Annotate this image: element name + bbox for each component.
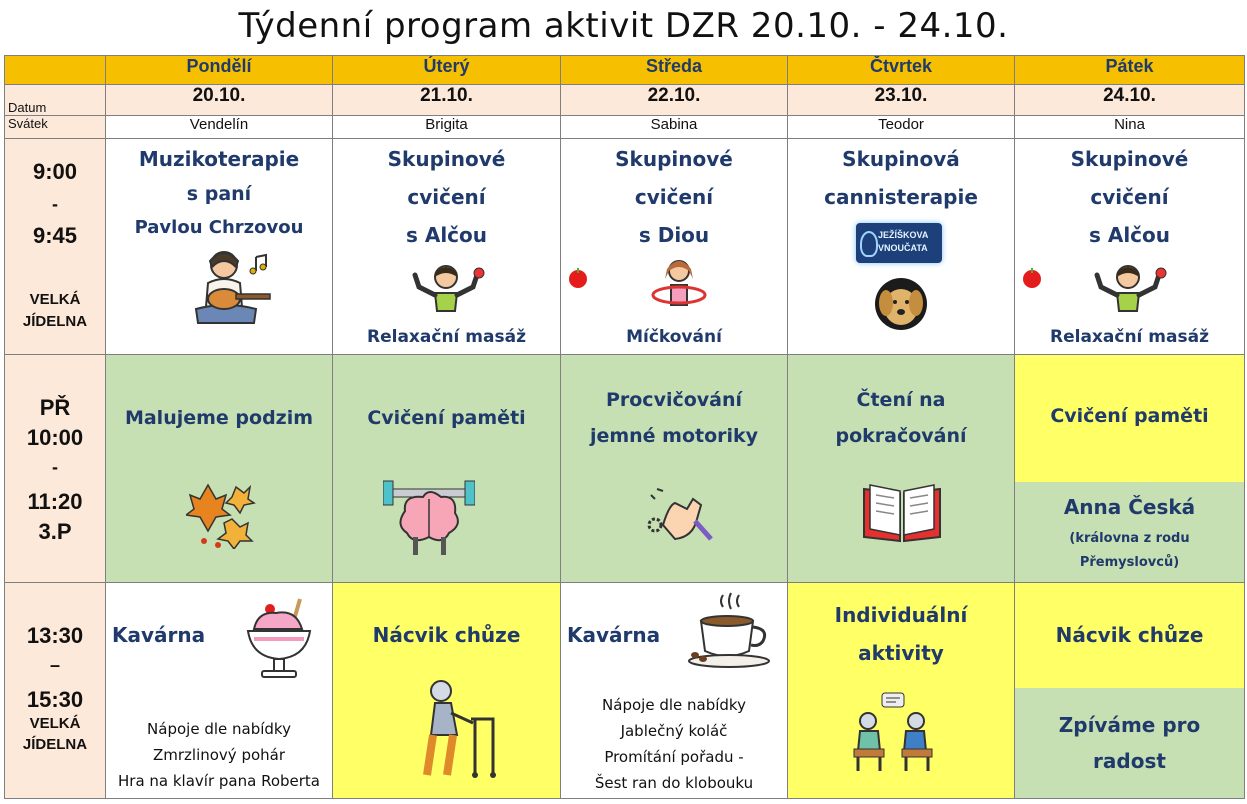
time-cell-morning	[5, 139, 106, 355]
cell-fri-morning	[1015, 139, 1245, 355]
activity-subtitle: Míčkování	[626, 327, 722, 347]
feast-thursday: Teodor	[788, 116, 1015, 139]
cell-tue-morning	[333, 139, 561, 355]
guest-note-line: Přemyslovců)	[1079, 555, 1180, 570]
activity-line: cvičení	[1090, 185, 1169, 209]
apple-icon	[567, 267, 589, 289]
activity-title: Nácvik chůze	[1055, 623, 1204, 647]
cell-wed-morning	[561, 139, 788, 355]
date-row	[5, 85, 1245, 116]
date-friday: 24.10.	[1015, 85, 1245, 116]
cell-thu-midmorning	[788, 355, 1015, 583]
activity-title: Cvičení paměti	[367, 407, 526, 429]
activity-line: s paní	[186, 183, 252, 205]
cell-wed-afternoon	[561, 583, 788, 799]
activity-line: s Alčou	[405, 223, 488, 247]
elderly-walker-icon	[417, 679, 497, 779]
activity-title: Cvičení paměti	[1050, 405, 1209, 427]
room-label: 3.P	[38, 519, 72, 544]
time-cell-midmorning	[5, 355, 106, 583]
page-title: Týdenní program aktivit DZR 20.10. - 24.10.	[238, 6, 1009, 46]
activity-title: Kavárna	[567, 623, 661, 647]
activity-subtitle: Relaxační masáž	[1050, 327, 1209, 347]
activity-line: Zpíváme pro	[1058, 713, 1201, 737]
activity-line: cvičení	[407, 185, 486, 209]
day-friday: Pátek	[1015, 56, 1245, 85]
activity-line: Individuální	[834, 603, 968, 627]
angel-icon	[860, 231, 878, 257]
activity-line: Skupinové	[1070, 147, 1189, 171]
cell-thu-afternoon	[788, 583, 1015, 799]
cell-thu-morning	[788, 139, 1015, 355]
fri-memory-block	[1015, 355, 1244, 482]
feast-label: Svátek	[5, 116, 106, 139]
activity-line: pokračování	[835, 425, 967, 447]
hand-pencil-icon	[645, 485, 717, 545]
fitness-woman-icon	[405, 263, 487, 313]
menu-item: Promítání pořadu -	[604, 748, 744, 766]
time-to: 9:45	[32, 223, 78, 248]
activity-line: jemné motoriky	[589, 425, 759, 447]
cell-wed-midmorning	[561, 355, 788, 583]
feast-wednesday: Sabina	[561, 116, 788, 139]
activity-line: Procvičování	[605, 389, 743, 411]
place-label: JÍDELNA	[22, 736, 88, 753]
date-monday: 20.10.	[106, 85, 333, 116]
date-label: Datum	[5, 85, 106, 116]
golden-retriever-icon	[874, 277, 928, 331]
place-label: VELKÁ	[29, 715, 81, 732]
activity-line: cannisterapie	[824, 185, 978, 209]
activity-line: Čtení na	[856, 389, 946, 411]
coffee-cup-icon	[687, 591, 773, 669]
logo-text: JEŽÍŠKOVA VNOUČATA	[878, 230, 929, 253]
midmorning-slot-row	[5, 355, 1245, 583]
time-from: 9:00	[32, 159, 78, 184]
menu-item: Nápoje dle nabídky	[602, 696, 746, 714]
ice-cream-sundae-icon	[246, 597, 312, 683]
guest-note-line: (královna z rodu	[1069, 531, 1190, 546]
days-header-row	[5, 56, 1245, 85]
cell-tue-midmorning	[333, 355, 561, 583]
activity-title: Malujeme podzim	[124, 407, 314, 429]
date-tuesday: 21.10.	[333, 85, 561, 116]
fri-walking-block	[1015, 583, 1244, 688]
time-from: 10:00	[26, 425, 84, 450]
activity-line: Pavlou Chrzovou	[134, 217, 304, 238]
menu-item: Jablečný koláč	[620, 722, 728, 740]
activity-subtitle: Relaxační masáž	[367, 327, 526, 347]
activity-line: s Diou	[638, 223, 710, 247]
guest-name: Anna Česká	[1063, 495, 1196, 519]
activity-line: Skupinové	[615, 147, 733, 171]
activity-line: cvičení	[634, 185, 714, 209]
day-thursday: Čtvrtek	[788, 56, 1015, 85]
feast-tuesday: Brigita	[333, 116, 561, 139]
date-wednesday: 22.10.	[561, 85, 788, 116]
time-dash: -	[52, 194, 58, 214]
morning-slot-row	[5, 139, 1245, 355]
hula-hoop-icon	[649, 257, 709, 313]
day-tuesday: Úterý	[333, 56, 561, 85]
guitar-player-icon	[186, 247, 276, 329]
activity-line: Skupinová	[842, 147, 960, 171]
menu-item: Zmrzlinový pohár	[152, 746, 286, 764]
autumn-leaves-icon	[186, 477, 256, 549]
cell-tue-afternoon	[333, 583, 561, 799]
room-pr: PŘ	[39, 395, 71, 420]
brain-dumbbell-icon	[383, 477, 475, 557]
activity-line: s Alčou	[1088, 223, 1171, 247]
afternoon-slot-row	[5, 583, 1245, 799]
cell-fri-midmorning	[1015, 355, 1245, 583]
activity-title: Kavárna	[112, 623, 206, 647]
menu-item: Šest ran do klobouku	[594, 774, 754, 792]
activity-line: aktivity	[858, 641, 944, 665]
open-book-icon	[862, 479, 942, 545]
time-to: 11:20	[27, 489, 83, 514]
day-monday: Pondělí	[106, 56, 333, 85]
corner-cell	[5, 56, 106, 85]
menu-item: Hra na klavír pana Roberta	[118, 772, 320, 790]
feast-monday: Vendelín	[106, 116, 333, 139]
fitness-woman-icon	[1087, 263, 1169, 313]
cell-fri-afternoon	[1015, 583, 1245, 799]
cell-mon-midmorning	[106, 355, 333, 583]
talking-seniors-icon	[852, 691, 934, 773]
weekly-schedule-table	[4, 55, 1245, 799]
time-from: 13:30	[26, 623, 84, 648]
date-thursday: 23.10.	[788, 85, 1015, 116]
time-to: 15:30	[26, 687, 84, 712]
cell-mon-morning	[106, 139, 333, 355]
activity-line: radost	[1093, 749, 1166, 773]
jeziskova-vnoucata-logo	[856, 223, 942, 263]
feast-row	[5, 116, 1245, 139]
time-dash: -	[52, 457, 58, 477]
feast-friday: Nina	[1015, 116, 1245, 139]
time-cell-afternoon	[5, 583, 106, 799]
cell-mon-afternoon	[106, 583, 333, 799]
apple-icon	[1021, 267, 1043, 289]
time-dash: –	[49, 655, 60, 675]
activity-title: Nácvik chůze	[372, 623, 521, 647]
place-label: VELKÁ JÍDELNA	[22, 291, 88, 330]
activity-line: Muzikoterapie	[138, 147, 300, 171]
menu-item: Nápoje dle nabídky	[147, 720, 291, 738]
day-wednesday: Středa	[561, 56, 788, 85]
activity-line: Skupinové	[387, 147, 506, 171]
